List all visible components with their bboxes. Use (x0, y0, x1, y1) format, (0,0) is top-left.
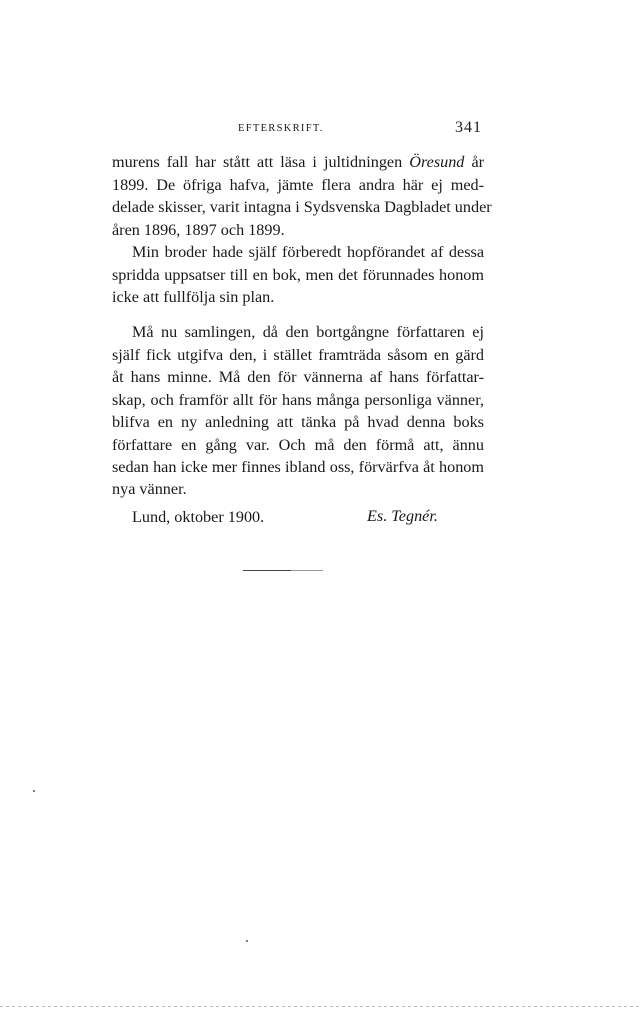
text-line: själf fick utgifva den, i stället framträda såsom en gärd (112, 346, 484, 364)
text-line: blifva en ny anledning att tänka på hvad denna boks (112, 413, 484, 431)
text-line: nya vänner. (112, 480, 187, 498)
text-line: skap, och framför allt för hans många personliga vänner, (112, 391, 484, 409)
text-line: Min broder hade själf förberedt hopförandet af dessa (132, 243, 484, 261)
text-line: författare en gång var. Och må den förmå att, ännu (112, 436, 484, 454)
page-number: 341 (455, 119, 482, 136)
scan-speck (246, 940, 248, 942)
text-line: icke att fullfölja sin plan. (112, 288, 275, 306)
text-line: Må nu samlingen, då den bortgångne författaren ej (132, 323, 484, 341)
text-line: åt hans minne. Må den för vännerna af hans författar- (112, 368, 484, 386)
place-date: Lund, oktober 1900. (132, 508, 265, 526)
text-line: sedan han icke mer finnes ibland oss, förvärfva åt honom (112, 458, 484, 476)
running-title: EFTERSKRIFT. (238, 123, 324, 134)
text-line: 1899. De öfriga hafva, jämte flera andra här ej med- (112, 176, 484, 194)
text-line: murens fall har stått att läsa i jultidningen Öresund år (112, 153, 485, 171)
italic-title: Öresund (409, 153, 465, 171)
text-line: spridda uppsatser till en bok, men det förunnades honom (112, 266, 484, 284)
text-line: delade skisser, varit intagna i Sydsvenska Dagbladet under (112, 198, 492, 216)
scan-speck (33, 790, 35, 792)
text-line: åren 1896, 1897 och 1899. (112, 221, 285, 239)
end-rule (243, 570, 323, 571)
signature: Es. Tegnér. (367, 507, 438, 525)
page-edge (0, 1006, 640, 1007)
